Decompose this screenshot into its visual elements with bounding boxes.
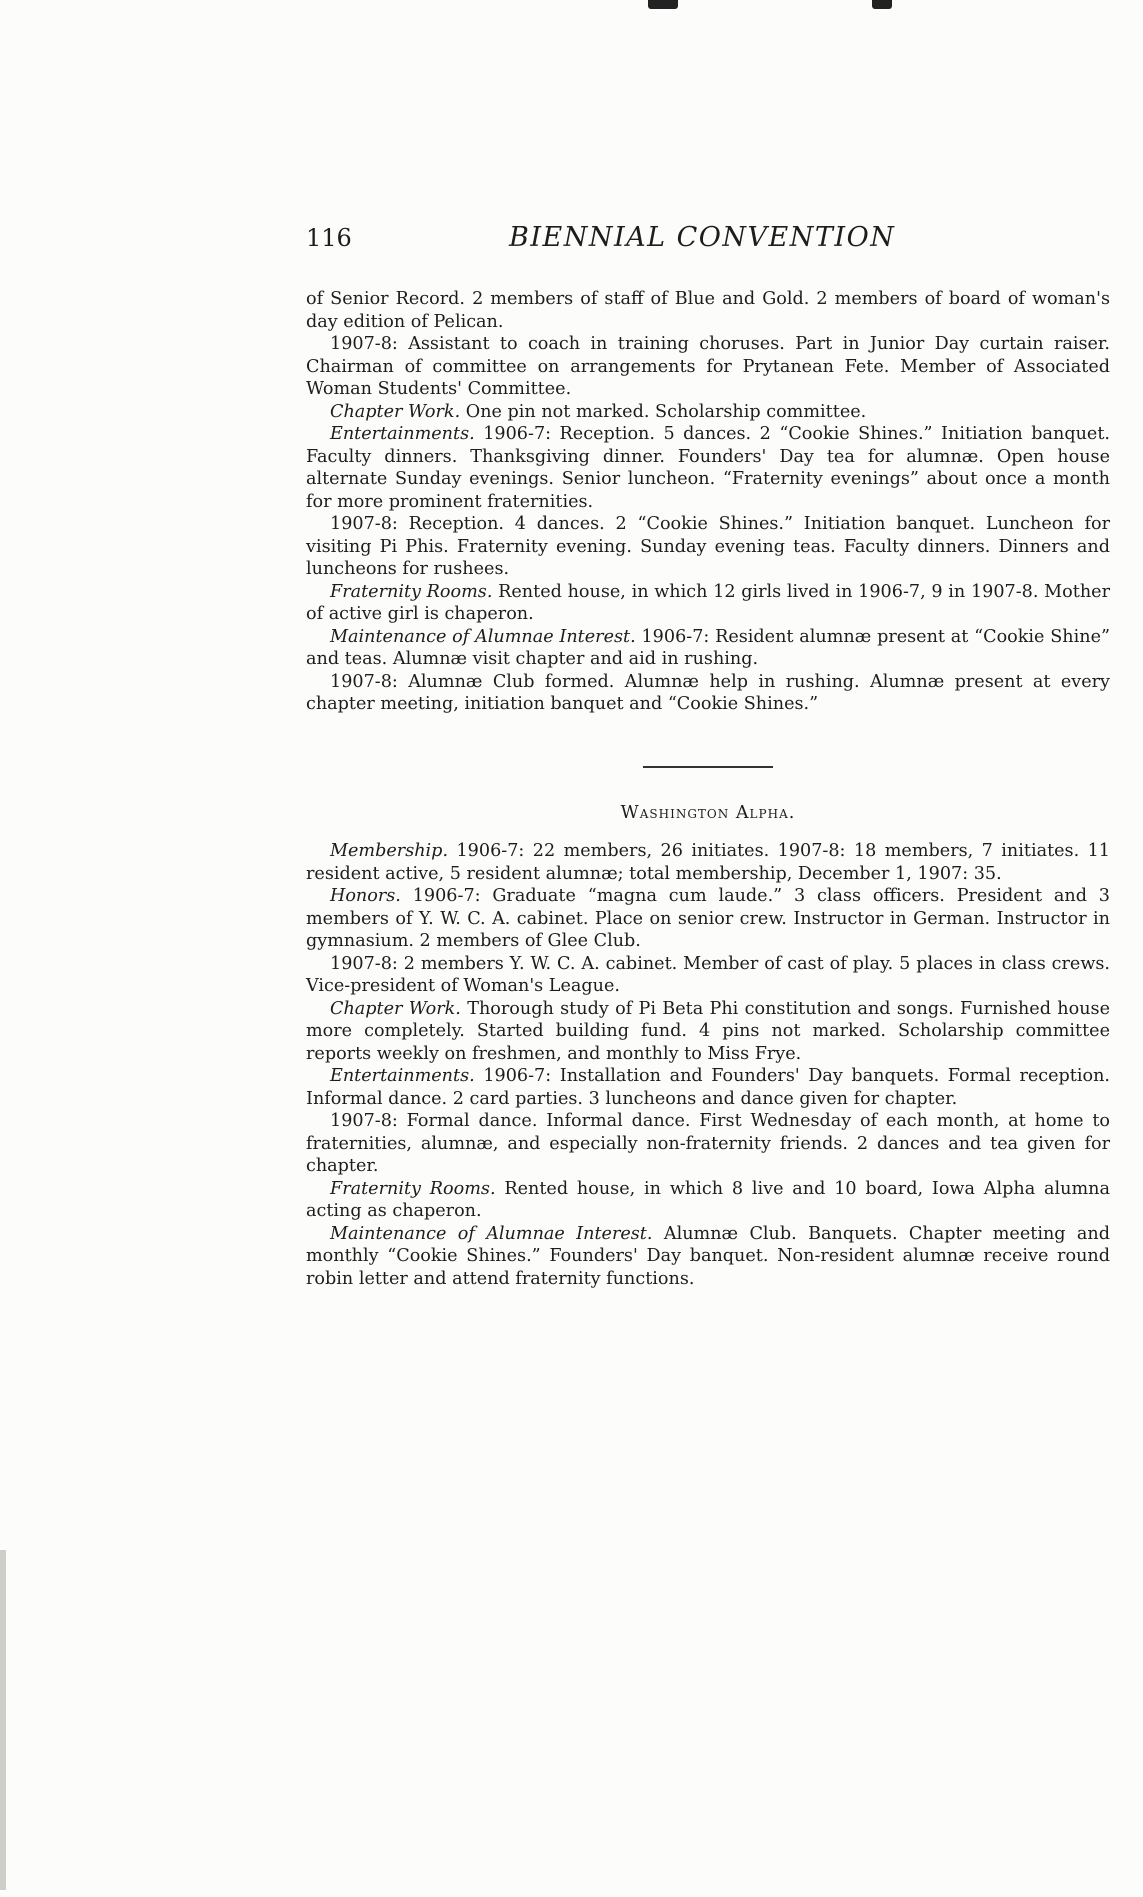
paragraph-text: 1906-7: Resident alumnæ present at “Cookie Shine” and teas. Alumnæ visit chapter and aid in rushing. — [306, 626, 1110, 669]
section-heading: Washington Alpha. — [620, 802, 796, 823]
page-content — [306, 288, 1110, 1290]
paragraph — [306, 581, 1110, 626]
paragraph — [306, 671, 1110, 716]
paragraph-label: Fraternity Rooms. — [330, 1178, 496, 1199]
paragraph — [306, 1110, 1110, 1178]
paragraph — [306, 998, 1110, 1066]
paragraph-label: Entertainments. — [330, 1066, 475, 1086]
paragraph — [306, 1178, 1110, 1223]
paragraph — [306, 423, 1110, 513]
paragraph-text: 1907-8: Reception. 4 dances. 2 “Cookie Shines.” Initiation banquet. Luncheon for visiting Pi Phis. Fraternity evening. Sunday evening teas. Faculty dinners. Dinners and luncheons for rushees. — [306, 514, 1110, 579]
scan-mark — [872, 0, 892, 9]
paragraph-label: Membership. — [330, 841, 449, 861]
paragraph-text: 1907-8: 2 members Y. W. C. A. cabinet. Member of cast of play. 5 places in class crews. Vice-president of Woman's League. — [306, 953, 1110, 996]
paragraph — [306, 885, 1110, 953]
paragraph — [306, 513, 1110, 581]
paragraph-text: 1906-7: Installation and Founders' Day banquets. Formal reception. Informal dance. 2 card parties. 3 luncheons and dance given for chapter. — [306, 1066, 1111, 1109]
section-divider — [643, 766, 773, 768]
paragraph — [306, 288, 1110, 333]
paragraph-text: Rented house, in which 8 live and 10 board, Iowa Alpha alumna acting as chaperon. — [306, 1178, 1110, 1221]
paragraph — [306, 1065, 1110, 1110]
page-title: BIENNIAL CONVENTION — [509, 222, 896, 253]
paragraph-text: 1906-7: Reception. 5 dances. 2 “Cookie Shines.” Initiation banquet. Faculty dinners. Thanksgiving dinner. Founders' Day tea for alumnæ. Open house alternate Sunday evenings. Senior luncheon. “Fraternity evenings” about once a month for more prominent fraternities. — [306, 424, 1111, 512]
paragraph — [306, 401, 1110, 424]
paragraph-label: Fraternity Rooms. — [330, 581, 493, 602]
page-number: 116 — [306, 224, 352, 252]
paragraph-text: Alumnæ Club. Banquets. Chapter meeting and monthly “Cookie Shines.” Founders' Day banquet. Non-resident alumnæ receive round robin letter and attend fraternity functions. — [306, 1223, 1111, 1289]
paragraph-text: Thorough study of Pi Beta Phi constitution and songs. Furnished house more completely. Started building fund. 4 pins not marked. Scholarship committee reports weekly on freshmen, and monthly to Miss Frye. — [306, 998, 1110, 1064]
paragraph-label: Entertainments. — [330, 424, 475, 444]
paragraph-text: 1907-8: Alumnæ Club formed. Alumnæ help in rushing. Alumnæ present at every chapter meeting, initiation banquet and “Cookie Shines.” — [306, 671, 1110, 714]
paragraph-text: 1907-8: Assistant to coach in training choruses. Part in Junior Day curtain raiser. Chairman of committee on arrangements for Prytanean Fete. Member of Associated Woman Students' Committee. — [306, 334, 1110, 399]
paragraph-text: 1907-8: Formal dance. Informal dance. First Wednesday of each month, at home to fraternities, alumnæ, and especially non-fraternity friends. 2 dances and tea given for chapter. — [306, 1111, 1110, 1176]
running-head — [306, 218, 1126, 258]
paragraph-text: 1906-7: 22 members, 26 initiates. 1907-8: 18 members, 7 initiates. 11 resident active, 5 resident alumnæ; total membership, December 1, 1907: 35. — [306, 841, 1110, 884]
paragraph-label: Maintenance of Alumnae Interest. — [330, 1223, 653, 1244]
scan-edge — [0, 1550, 6, 1890]
paragraph-text: Rented house, in which 12 girls lived in 1906-7, 9 in 1907-8. Mother of active girl is chaperon. — [306, 581, 1111, 624]
paragraph-text: of Senior Record. 2 members of staff of Blue and Gold. 2 members of board of woman's day edition of Pelican. — [306, 289, 1110, 332]
section-washington-alpha — [306, 840, 1110, 1290]
paragraph — [306, 840, 1110, 885]
paragraph-text: 1906-7: Graduate “magna cum laude.” 3 class officers. President and 3 members of Y. W. C. A. cabinet. Place on senior crew. Instructor in German. Instructor in gymnasium. 2 members of Glee Club. — [306, 886, 1110, 951]
paragraph — [306, 626, 1110, 671]
paragraph-label: Chapter Work. — [330, 401, 461, 422]
paragraph-label: Chapter Work. — [330, 998, 461, 1019]
section-california — [306, 288, 1110, 716]
scan-mark — [648, 0, 678, 9]
paragraph-label: Honors. — [330, 886, 401, 906]
paragraph-text: One pin not marked. Scholarship committee. — [465, 401, 867, 422]
paragraph — [306, 333, 1110, 401]
paragraph — [306, 1223, 1110, 1291]
paragraph — [306, 953, 1110, 998]
paragraph-label: Maintenance of Alumnae Interest. — [330, 626, 636, 647]
